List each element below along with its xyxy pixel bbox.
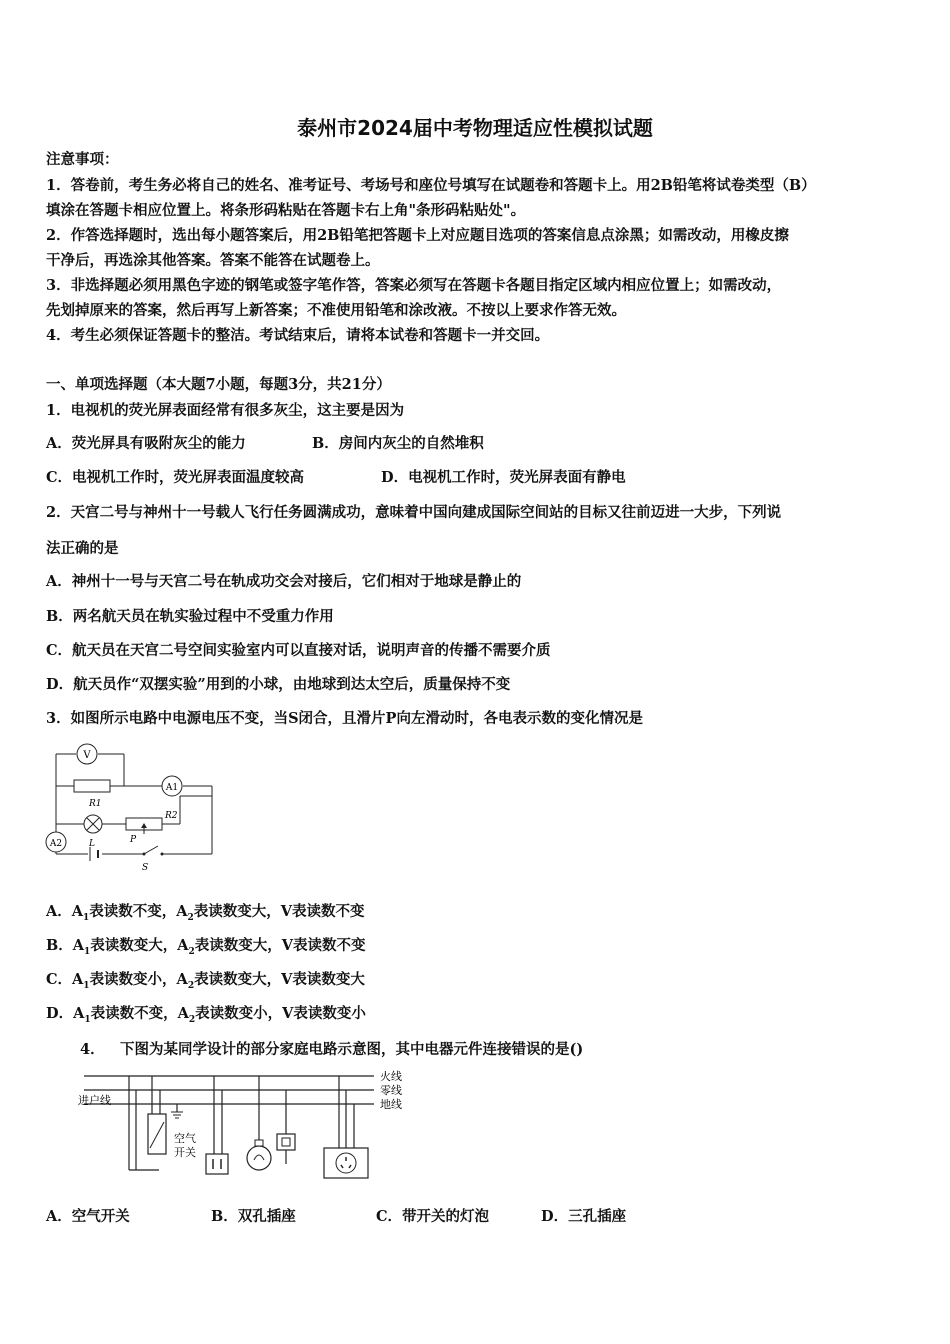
q3-stem: 3．如图所示电路中电源电压不变，当S闭合，且滑片P向左滑动时，各电表示数的变化情况是 [46,710,643,727]
q3-option-c[interactable]: C．$A_1$表读数变小，$A_2$表读数变大，V表读数变大 [46,971,365,991]
a2-label: A2 [49,839,63,849]
q2-option-c[interactable]: C．航天员在天宫二号空间实验室内可以直接对话，说明声音的传播不需要介质 [46,642,551,659]
q1-stem: 1．电视机的荧光屏表面经常有很多灰尘，这主要是因为 [46,402,405,419]
air-switch-icon [148,1114,166,1154]
notice-line: 1．答卷前，考生务必将自己的姓名、准考证号、考场号和座位号填写在试题卷和答题卡上。用2B铅笔将试卷类型（B） [46,177,816,194]
live-wire-label: 火线 [380,1070,402,1083]
notice-line: 先划掉原来的答案，然后再写上新答案；不准使用铅笔和涂改液。不按以上要求作答无效。 [46,302,626,319]
voltmeter-icon [77,744,97,764]
a1-label: A1 [165,783,179,793]
q1-option-c[interactable]: C．电视机工作时，荧光屏表面温度较高 [46,469,305,486]
light-bulb-icon [247,1140,271,1170]
ammeter-a2-icon [46,832,66,852]
q4-option-b[interactable]: B．双孔插座 [211,1208,296,1225]
q2-option-b[interactable]: B．两名航天员在轨实验过程中不受重力作用 [46,608,334,625]
battery-icon [90,847,98,861]
q3-option-d[interactable]: D．$A_1$表读数不变，$A_2$表读数变小，V表读数变小 [46,1005,366,1025]
notice-line: 3．非选择题必须用黑色字迹的钢笔或签字笔作答，答案必须写在答题卡各题目指定区域内相应位置上；如需改动， [46,277,782,294]
three-hole-socket-icon [324,1148,368,1178]
r2-label: R2 [165,811,178,821]
notice-line: 填涂在答题卡相应位置上。将条形码粘贴在答题卡右上角"条形码粘贴处"。 [46,202,526,219]
q2-option-a[interactable]: A．神州十一号与天宫二号在轨成功交会对接后，它们相对于地球是静止的 [46,573,522,590]
q4-stem: 下图为某同学设计的部分家庭电路示意图，其中电器元件连接错误的是() [120,1041,584,1058]
rheostat-r2-icon [126,818,162,834]
q4-option-a[interactable]: A．空气开关 [46,1208,130,1225]
q3-option-a[interactable]: A．$A_1$表读数不变，$A_2$表读数变大，V表读数不变 [46,903,365,923]
q4-option-c[interactable]: C．带开关的灯泡 [376,1208,490,1225]
ground-wire-label: 地线 [380,1098,402,1111]
r1-label: R1 [89,799,102,809]
q4-option-d[interactable]: D．三孔插座 [541,1208,627,1225]
q4-number: 4． [80,1041,105,1058]
two-hole-socket-icon [206,1154,228,1174]
ammeter-a1-icon [162,776,182,796]
lamp-label: L [89,839,95,849]
notice-line: 干净后，再选涂其他答案。答案不能答在试题卷上。 [46,252,380,269]
q2-option-d[interactable]: D．航天员作“双摆实验”用到的小球，由地球到达太空后，质量保持不变 [46,676,511,693]
switch-label: S [142,863,149,873]
neutral-wire-label: 零线 [380,1084,402,1097]
ground-symbol-icon [171,1112,183,1118]
page-title: 泰州市2024届中考物理适应性模拟试题 [297,116,653,140]
section-heading: 一、单项选择题（本大题7小题，每题3分，共21分） [46,376,391,393]
q2-stem: 2．天宫二号与神州十一号载人飞行任务圆满成功，意味着中国向建成国际空间站的目标又往前迈进一大步，下列说 [46,504,782,521]
q3-option-b[interactable]: B．$A_1$表读数变大，$A_2$表读数变大，V表读数不变 [46,937,366,957]
notice-line: 2．作答选择题时，选出每小题答案后，用2B铅笔把答题卡上对应题目选项的答案信息点涂黑；如需改动，用橡皮擦 [46,227,789,244]
voltmeter-label: V [83,750,91,761]
q1-option-b[interactable]: B．房间内灰尘的自然堆积 [312,435,484,452]
q1-option-a[interactable]: A．荧光屏具有吸附灰尘的能力 [46,435,246,452]
air-switch-label-2: 开关 [174,1146,196,1159]
air-switch-label-1: 空气 [174,1132,196,1145]
q3-circuit-diagram [44,738,219,876]
q4-household-circuit-diagram [74,1066,414,1186]
resistor-r1-icon [74,780,110,792]
lamp-icon [84,815,102,833]
notice-line: 4．考生必须保证答题卡的整洁。考试结束后，请将本试卷和答题卡一并交回。 [46,327,550,344]
entry-wire-label: 进户线 [78,1094,111,1107]
light-switch-icon [277,1134,295,1150]
slider-label: P [130,835,137,845]
notice-heading: 注意事项： [46,151,119,168]
q2-stem-cont: 法正确的是 [46,540,119,557]
q1-option-d[interactable]: D．电视机工作时，荧光屏表面有静电 [381,469,626,486]
